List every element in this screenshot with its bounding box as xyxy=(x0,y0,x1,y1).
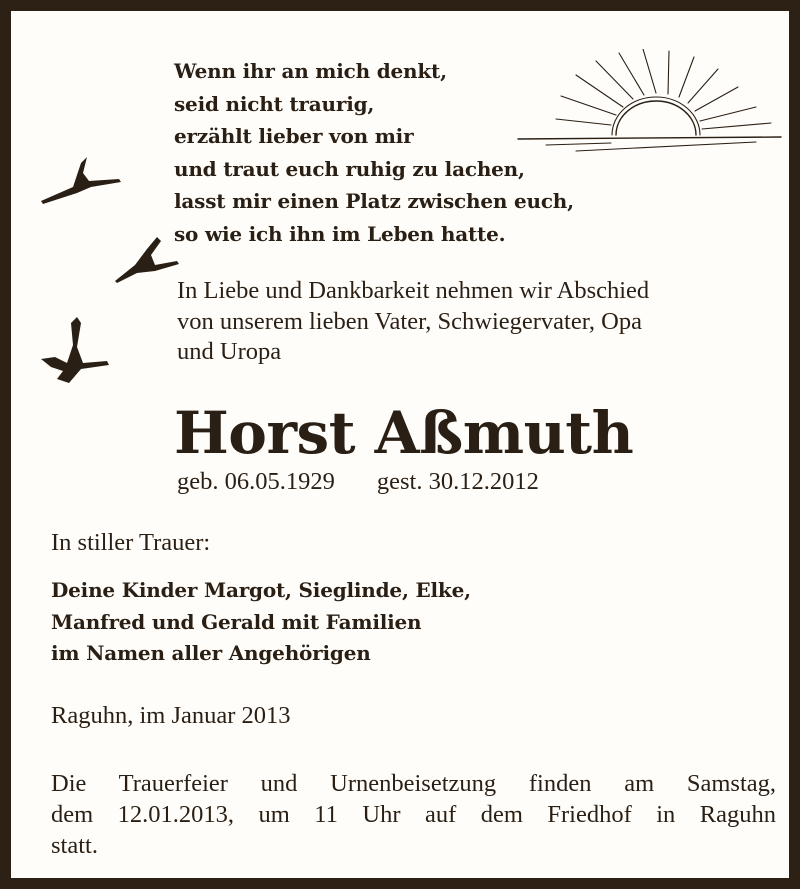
poem-line: Wenn ihr an mich denkt, xyxy=(174,59,447,83)
farewell-line: von unserem lieben Vater, Schwiegervater, Opa xyxy=(177,307,642,335)
bird-icon xyxy=(115,237,179,283)
death-date: gest. 30.12.2012 xyxy=(376,468,539,495)
mourners-line: im Namen aller Angehörigen xyxy=(51,641,371,665)
place-and-date: Raguhn, im Januar 2013 xyxy=(51,702,291,729)
mourners-line: Deine Kinder Margot, Sieglinde, Elke, xyxy=(51,578,471,602)
mourners-line: Manfred und Gerald mit Familien xyxy=(51,609,422,634)
poem-line: und traut euch ruhig zu lachen, xyxy=(174,156,525,181)
birth-date: geb. 06.05.1929 xyxy=(177,468,335,495)
farewell-line: und Uropa xyxy=(177,338,282,365)
poem-line: erzählt lieber von mir xyxy=(174,124,414,148)
mourning-heading: In stiller Trauer: xyxy=(51,529,211,556)
poem-line: lasst mir einen Platz zwischen euch, xyxy=(174,189,574,213)
bird-icon xyxy=(41,317,109,383)
farewell-line: In Liebe und Dankbarkeit nehmen wir Abschied xyxy=(177,277,650,304)
poem-line: so wie ich ihn im Leben hatte. xyxy=(174,221,506,246)
farewell-text xyxy=(177,276,777,368)
poem xyxy=(174,55,574,250)
funeral-service-info xyxy=(51,768,776,861)
poem-line: seid nicht traurig, xyxy=(174,91,375,116)
service-line: statt. xyxy=(51,832,98,859)
bird-icon xyxy=(41,157,121,204)
deceased-name: Horst Aßmuth xyxy=(174,399,634,467)
life-dates xyxy=(177,467,539,497)
service-line: Die Trauerfeier und Urnenbeisetzung finden am Samstag, xyxy=(51,770,776,797)
service-line: dem 12.01.2013, um 11 Uhr auf dem Friedhof in Raguhn xyxy=(51,801,776,828)
mourners-list xyxy=(51,575,471,670)
